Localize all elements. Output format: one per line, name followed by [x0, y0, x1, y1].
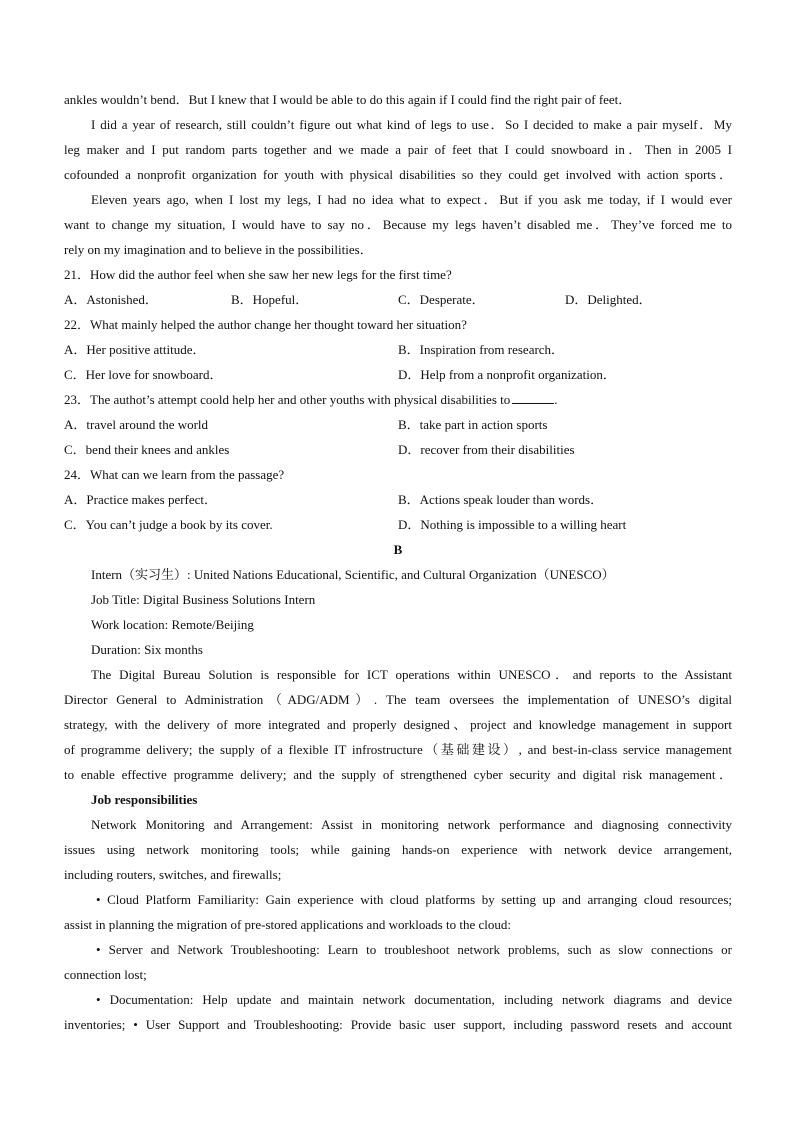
paragraph-line: to enable effective programme delivery; and the supply of strengthened cyber security and digital risk management．: [64, 767, 732, 782]
paragraph-line: Director General to Administration（ADG/ADM）. The team oversees the implementation of UNESO’s digital: [64, 692, 732, 707]
paragraph-line: The Digital Bureau Solution is responsible for ICT operations within UNESCO．and reports to the Assistant: [91, 667, 732, 682]
job-title-line: Job Title: Digital Business Solutions Intern: [91, 592, 316, 607]
duration-line: Duration: Six months: [91, 642, 203, 657]
question-24-stem: 24．What can we learn from the passage?: [64, 467, 285, 482]
responsibilities-heading: Job responsibilities: [91, 792, 198, 807]
question-23-stem-line: 23．The authot’s attempt coold help her and other youths with physical disabilities to .: [64, 392, 558, 407]
option-b: B．Inspiration from research．: [398, 342, 565, 357]
option-d: D．Nothing is impossible to a willing heart: [398, 517, 627, 532]
option-d: D．Delighted．: [565, 292, 652, 307]
option-d: D．Help from a nonprofit organization．: [398, 367, 616, 382]
option-c: C．Her love for snowboard．: [64, 367, 223, 382]
paragraph-line: Network Monitoring and Arrangement: Assist in monitoring network performance and diagnosing connectivity: [91, 817, 732, 832]
section-b-heading: B: [393, 542, 403, 557]
option-a: A．travel around the world: [64, 417, 209, 432]
question-22-options-row1: [64, 337, 732, 362]
paragraph-line: including routers, switches, and firewalls;: [64, 867, 282, 882]
question-23-options-row2: [64, 437, 732, 462]
paragraph-line: • Cloud Platform Familiarity: Gain experience with cloud platforms by setting up and arranging cloud resources;: [96, 892, 732, 907]
paragraph-line: I did a year of research, still couldn’t figure out what kind of legs to use．So I decided to make a pair myself．My: [91, 117, 732, 132]
option-b: B．take part in action sports: [398, 417, 548, 432]
paragraph-line: • Documentation: Help update and maintain network documentation, including network diagrams and device: [96, 992, 732, 1007]
question-22-stem: 22．What mainly helped the author change her thought toward her situation?: [64, 317, 467, 332]
question-23-stem: 23．The authot’s attempt coold help her and other youths with physical disabilities to: [64, 392, 511, 407]
option-c: C．Desperate．: [398, 292, 485, 307]
paragraph-line: Eleven years ago, when I lost my legs, I had no idea what to expect．But if you ask me today, if I would ever: [91, 192, 732, 207]
option-b: B．Actions speak louder than words．: [398, 492, 604, 507]
paragraph-line: issues using network monitoring tools; while gaining hands-on experience with network device arrangement,: [64, 842, 732, 857]
work-location-line: Work location: Remote/Beijing: [91, 617, 254, 632]
question-23-options-row1: [64, 412, 732, 437]
paragraph-line: connection lost;: [64, 967, 147, 982]
answer-blank: [512, 391, 554, 404]
paragraph-line: strategy, with the delivery of more integrated and properly designed、project and knowledge management in support: [64, 717, 732, 732]
option-d: D．recover from their disabilities: [398, 442, 575, 457]
question-22-options-row2: [64, 362, 732, 387]
paragraph-line: • Server and Network Troubleshooting: Learn to troubleshoot network problems, such as slow connections or: [96, 942, 732, 957]
paragraph-line: ankles wouldn’t bend．But I knew that I would be able to do this again if I could find the right pair of feet．: [64, 92, 632, 107]
option-a: A．Her positive attitude．: [64, 342, 206, 357]
paragraph-line: cofounded a nonprofit organization for youth with physical disabilities so they could get involved with action sports．: [64, 167, 732, 182]
question-21-options: [64, 287, 732, 312]
paragraph-line: rely on my imagination and to believe in the possibilities．: [64, 242, 373, 257]
option-c: C．You can’t judge a book by its cover.: [64, 517, 273, 532]
paragraph-line: of programme delivery; the supply of a flexible IT infrostructure（基础建设）, and best-in-class service management: [64, 742, 732, 757]
document-page: [64, 87, 732, 1037]
paragraph-line: inventories; • User Support and Troubleshooting: Provide basic user support, including password resets and account: [64, 1017, 732, 1032]
option-b: B．Hopeful．: [231, 292, 309, 307]
question-24-options-row2: [64, 512, 732, 537]
option-a: A．Astonished．: [64, 292, 158, 307]
intern-line: Intern（实习生）: United Nations Educational, Scientific, and Cultural Organization（UNESCO）: [91, 567, 615, 582]
question-24-options-row1: [64, 487, 732, 512]
paragraph-line: leg maker and I put random parts together and we made a pair of feet that I could snowboard in．Then in 2005 I: [64, 142, 732, 157]
option-a: A．Practice makes perfect．: [64, 492, 218, 507]
paragraph-line: want to change my situation, I would have to say no．Because my legs haven’t disabled me．They’ve forced me to: [64, 217, 732, 232]
option-c: C．bend their knees and ankles: [64, 442, 230, 457]
paragraph-line: assist in planning the migration of pre-stored applications and workloads to the cloud:: [64, 917, 511, 932]
question-21-stem: 21．How did the author feel when she saw her new legs for the first time?: [64, 267, 452, 282]
